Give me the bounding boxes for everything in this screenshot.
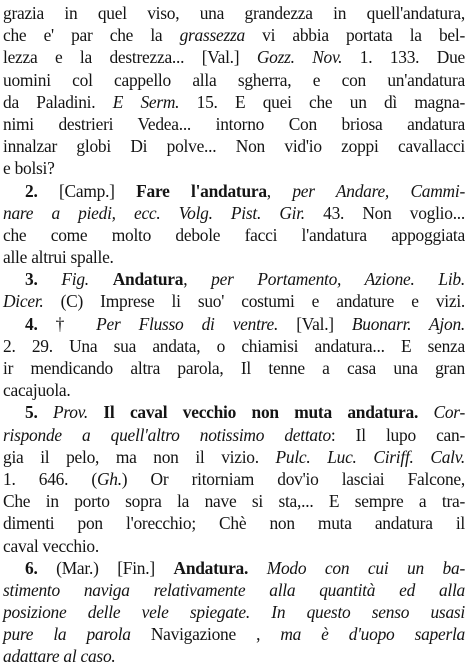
italic-text: Cor- [418,402,465,423]
text-line [3,579,465,601]
text-line [3,401,465,423]
text-run [89,269,113,289]
bold-text: Andatura [112,269,184,290]
italic-text: Fig. [61,269,89,290]
italic-text: Gh. [96,468,122,489]
text-line [3,313,465,335]
text-run: Che in porto sopra la nave si sta,... E sempre a tra- [3,491,465,512]
text-line [3,224,465,246]
bold-text: 2. [25,180,59,201]
text-run: 1. 646. ( [3,468,97,489]
italic-text: per Portamento, Azione. Lib. [211,269,465,290]
text-run: innalzar globi Di polve... Non vid'io zoppi cavallacci [3,136,465,157]
text-run: caval vecchio. [3,535,99,556]
italic-text: nare a piedi, ecc. Volg. Pist. Gir. [3,202,305,223]
text-line [3,135,465,157]
bold-text: Andatura. [173,557,249,578]
italic-text: E Serm. [112,91,180,112]
text-line [3,424,465,446]
text-line [3,357,465,379]
italic-text: risponde a quell'altro notissimo dettato [3,424,331,445]
text-run: (Mar.) [Fin.] [56,557,174,578]
text-line [3,468,465,490]
text-run: , [266,180,293,201]
text-run: che come molto debole facci l'andatura appoggiata [3,224,465,245]
bold-text: 3. [25,269,62,290]
italic-text: posizione delle vele spiegate. In questo senso usasi [3,602,465,623]
text-run: cacajuola. [3,380,71,401]
bold-text: Fare l'andatura [136,180,267,201]
italic-text: Per Flusso di ventre. [96,313,279,334]
italic-text: Buonarr. Ajon. [351,313,465,334]
text-run: alle altrui spalle. [3,247,114,268]
bold-text: 6. [25,557,57,578]
text-line [3,91,465,113]
text-run: gia il pelo, ma non il vizio. [3,446,276,467]
text-line [3,535,465,557]
text-line [3,157,465,179]
text-line [3,2,465,24]
italic-text: Modo con cui un ba- [248,557,465,578]
italic-text: per Andare, Cammi- [292,180,465,201]
italic-text: stimento naviga relativamente alla quantità ed alla [3,579,465,600]
text-run: 2. 29. Una sua andata, o chiamisi andatura... E senza [3,335,465,356]
text-run: dimenti pon l'orecchio; Chè non muta andatura il [3,513,465,534]
text-run: : Il lupo can- [330,424,465,445]
text-run: vi abbia portata la bel- [244,25,465,46]
text-run: 43. Non voglio... [304,202,466,223]
text-run: † [55,313,97,334]
text-run: ir mendicando altra parola, Il tenne a casa una gran [3,358,465,378]
text-line [3,601,465,623]
text-run: da Paladini. [3,91,113,112]
text-run: nimi destrieri Vedea... intorno Con briosa andatura [3,113,465,134]
text-line [3,623,465,645]
text-line [3,246,465,268]
text-line [3,446,465,468]
text-run: e bolsi? [3,158,55,179]
text-run: 1. 133. Due [342,47,465,68]
text-line [3,490,465,512]
italic-text: Prov. [52,402,88,423]
text-line [3,645,465,667]
text-run: (C) Imprese li suo' costumi e andature e vizi. [43,291,465,312]
text-run: [Val.] [278,313,352,334]
text-run [88,402,103,422]
text-run: [Camp.] [58,180,137,201]
text-line [3,202,465,224]
text-line [3,290,465,312]
text-run: grazia in quel viso, una grandezza in quell'andatura, [3,3,465,23]
text-line [3,268,465,290]
bold-text: Il caval vecchio non muta andatura. [103,402,419,423]
text-run: che e' par che la [3,25,180,46]
bold-text: 4. [25,313,56,334]
text-line [3,557,465,579]
text-run: ) Or ritorniam dov'io lasciai Falcone, [121,468,465,489]
italic-text: ma è d'uopo saperla [280,624,465,645]
text-line [3,379,465,401]
text-line [3,113,465,135]
text-line [3,180,465,202]
text-run: lezza e la destrezza... [Val.] [3,47,257,68]
text-line [3,46,465,68]
bold-text: 5. [25,402,53,423]
text-line [3,24,465,46]
italic-text: adattare al caso. [3,646,116,667]
italic-text: grassezza [179,25,245,46]
text-run: 15. E quei che un dì magna- [179,91,466,112]
italic-text: Gozz. Nov. [256,47,343,68]
italic-text: Pulc. Luc. Ciriff. Calv. [275,446,465,467]
text-line [3,512,465,534]
text-run: , [183,269,212,290]
text-run: uomini col cappello alla sgherra, e con un'andatura [3,69,465,90]
dictionary-page [3,2,465,668]
text-line [3,335,465,357]
italic-text: pure la parola [3,624,131,645]
text-run: Navigazione , [130,624,281,645]
italic-text: Dicer. [3,291,44,312]
text-line [3,69,465,91]
